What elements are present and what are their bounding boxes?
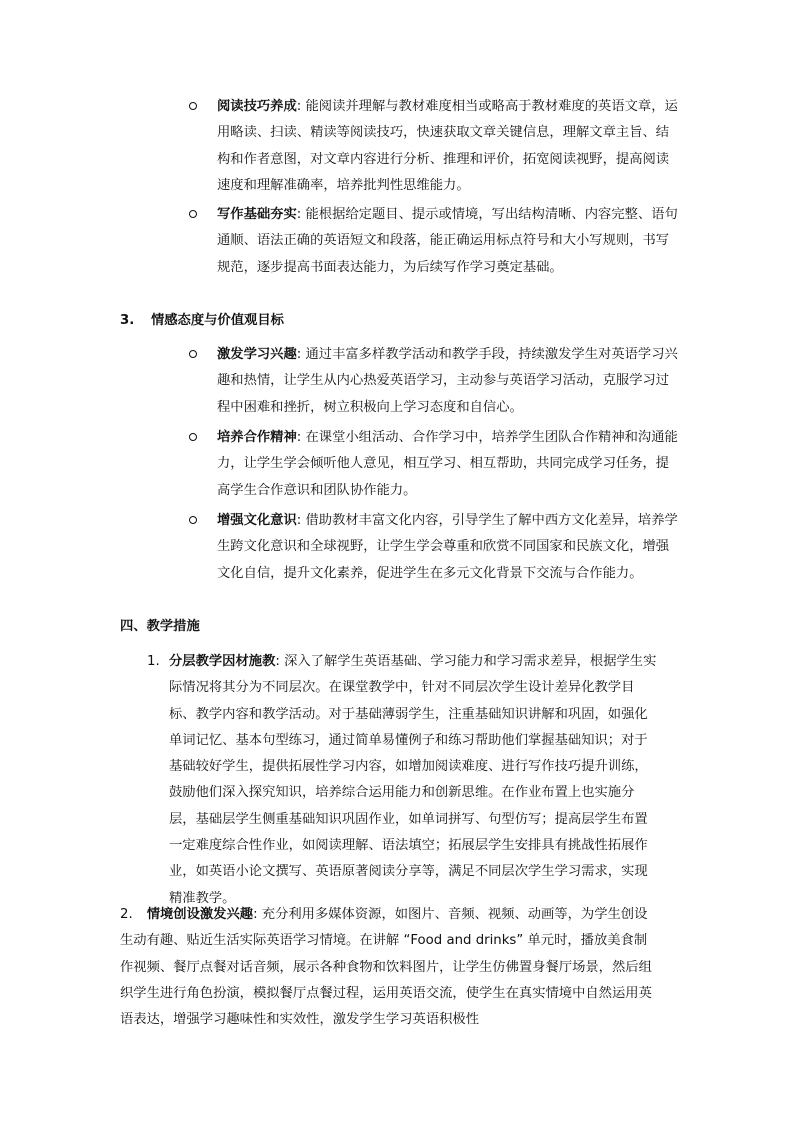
bullet-body: 能阅读并理解与教材难度相当或略高于教材难度的英语文章，运用略读、扫读、精读等阅读技巧，快速获取文章关键信息，理解文章主旨、结构和作者意图，对文章内容进行分析、推理和评价，拓宽阅读视野，提高阅读速度和理解准确率，培养批判性思维能力。 bbox=[217, 99, 678, 193]
hollow-bullet-icon bbox=[189, 516, 197, 524]
hollow-bullet-icon bbox=[189, 210, 197, 218]
bullet-separator: : bbox=[296, 99, 302, 114]
hollow-bullet-icon bbox=[189, 433, 197, 441]
bullet-title: 阅读技巧养成 bbox=[217, 99, 297, 114]
item-separator: : bbox=[275, 654, 280, 669]
bullet-separator: : bbox=[296, 513, 302, 528]
section-number: 3. bbox=[120, 313, 135, 328]
item-number: 1. bbox=[147, 654, 160, 669]
item-title: 分层教学因材施教 bbox=[169, 654, 276, 669]
bullet-body: 在课堂小组活动、合作学习中，培养学生团队合作精神和沟通能力，让学生学会倾听他人意见，相互学习、相互帮助，共同完成学习任务，提高学生合作意识和团队协作能力。 bbox=[217, 430, 678, 498]
bullet-body: 能根据给定题目、提示或情境，写出结构清晰、内容完整、语句通顺、语法正确的英语短文和段落，能正确运用标点符号和大小写规则，书写规范，逐步提高书面表达能力，为后续写作学习奠定基础。 bbox=[217, 207, 678, 275]
bullet-title: 增强文化意识 bbox=[217, 513, 297, 528]
hollow-bullet-icon bbox=[189, 350, 197, 358]
section-title: 情感态度与价值观目标 bbox=[150, 313, 284, 328]
section-title: 四、教学措施 bbox=[120, 619, 200, 634]
bullet-body: 借助教材丰富文化内容，引导学生了解中西方文化差异，培养学生跨文化意识和全球视野，让学生学会尊重和欣赏不同国家和民族文化，增强文化自信，提升文化素养，促进学生在多元文化背景下交流与合作能力。 bbox=[217, 513, 678, 581]
bullet-separator: : bbox=[296, 430, 302, 445]
bullet-title: 激发学习兴趣 bbox=[217, 347, 297, 362]
item-body: 深入了解学生英语基础、学习能力和学习需求差异，根据学生实际情况将其分为不同层次。在课堂教学中，针对不同层次学生设计差异化教学目标、教学内容和教学活动。对于基础薄弱学生，注重基础知识讲解和巩固，如强化单词记忆、基本句型练习，通过简单易懂例子和练习帮助他们掌握基础知识；对于基础较好学生，提供拓展性学习内容，如增加阅读难度、进行写作技巧提升训练，鼓励他们深入探究知识，培养综合运用能力和创新思维。在作业布置上也实施分层，基础层学生侧重基础知识巩固作业，如单词拼写、句型仿写；提高层学生布置一定难度综合性作业，如阅读理解、语法填空；拓展层学生安排具有挑战性拓展作业，如英语小论文撰写、英语原著阅读分享等，满足不同层次学生学习需求，实现精准教学。 bbox=[169, 654, 657, 906]
item-title: 情境创设激发兴趣 bbox=[146, 907, 254, 922]
item-body: 充分利用多媒体资源，如图片、音频、视频、动画等，为学生创设生动有趣、贴近生活实际英语学习情境。在讲解 “Food and drinks” 单元时，播放美食制作视频、餐厅点餐对话音频，展示各种食物和饮料图片，让学生仿佛置身餐厅场景，然后组织学生进行角色扮演，模拟餐厅点餐过程，运用英语交流，使学生在真实情境中自然运用英语表达，增强学习趣味性和实效性，激发学生学习英语积极性 bbox=[120, 907, 652, 1028]
hollow-bullet-icon bbox=[189, 102, 197, 110]
bullet-title: 写作基础夯实 bbox=[217, 207, 297, 222]
bullet-body: 通过丰富多样教学活动和教学手段，持续激发学生对英语学习兴趣和热情，让学生从内心热爱英语学习，主动参与英语学习活动，克服学习过程中困难和挫折，树立积极向上学习态度和自信心。 bbox=[217, 347, 678, 415]
section-heading-3 bbox=[120, 308, 284, 334]
item-number: 2. bbox=[120, 907, 133, 922]
bullet-separator: : bbox=[296, 347, 302, 362]
section-heading-4 bbox=[120, 614, 200, 640]
item-separator: : bbox=[253, 907, 258, 922]
bullet-separator: : bbox=[296, 207, 302, 222]
bullet-title: 培养合作精神 bbox=[217, 430, 297, 445]
